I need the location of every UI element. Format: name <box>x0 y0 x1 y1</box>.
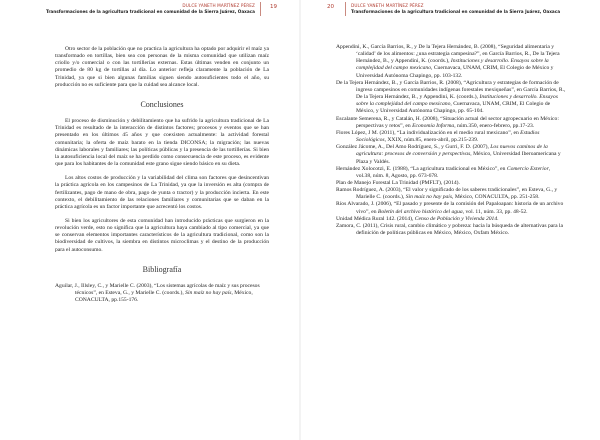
reference-title: Instituciones y desarrollo. Ensayos sobre la complejidad del campo mexicano <box>356 94 558 108</box>
reference-tail: , México, CONACULTA, pp.155-176. <box>75 290 253 304</box>
paragraph-4: Si bien los agricultores de esta comunidad han introducido prácticas que surgieron en la revolución verde, esto no significa que la agricultura haya cambiado al tipo comercial, ya que se conservan elementos importantes característicos de la agricultura tradicional, como son la biodiversidad de cultivos, la siembra en distintos microclimas y el destino de la producción para el autoconsumo. <box>55 217 269 253</box>
right-header-subtitle: Transformaciones de la agricultura tradicional en comunidad de la Sierra Juárez, Oaxaca <box>351 9 561 14</box>
reference-title: Los nuevos caminos de la agricultura: procesos de conversión y perspectivas <box>356 144 548 158</box>
reference-tail: , XXIX, núm.85, enero-abril, pp.215-239. <box>384 137 479 144</box>
reference-text: Hernández Xolocotzi, E. (1988), “La agricultura tradicional en México”, en <box>336 165 507 172</box>
reference-text: De la Tejera Hernández, B., y García Barrios, R. (2008), “Agricultura y estrategias de formación de ingreso campesinos en comunidades indígenas forestales mexiqueñas”, en García Barrios, R., De la Tejera Hernández, B., y Appendini, K. (coords.), <box>336 79 566 101</box>
reference-text: Aguilar, J., Illsley, C., y Marielle C. (2003), “Los sistemas agrícolas de maíz y sus procesos técnicos”, en Esteva, G., y Marielle C. (coords.), <box>55 282 260 297</box>
right-header-divider <box>345 2 346 16</box>
right-page <box>301 0 600 440</box>
right-page-number: 20 <box>327 4 334 10</box>
reference-text: Zamora, C. (2011), Crisis rural, cambio climático y pobreza: hacia la búsqueda de alternativas para la definición de políticas públicas en México, México, Oxfam México. <box>336 222 564 237</box>
right-header-author: DULCE YANETH MARTÍNEZ PÉREZ <box>351 3 424 8</box>
reference-tail: , vol.38, núm. 8, Agosto, pp. 673-678. <box>356 165 551 179</box>
reference-title: Instituciones y desarrollo. Ensayos sobre la complejidad del campo mexicano <box>356 58 549 72</box>
reference-entry <box>336 44 566 80</box>
reference-title: Comercio Exterior <box>506 165 549 172</box>
conclusions-heading: Conclusiones <box>140 99 184 109</box>
left-running-header <box>46 3 255 15</box>
reference-tail: , Cuernavaca, UNAM, CRIM, El Colegio de México y Universidad Autónoma Chapingo, pp. 103-132. <box>356 65 554 79</box>
right-running-header <box>351 3 560 15</box>
reference-entry <box>336 223 566 237</box>
reference-title: Boletín del archivo histórico del agua <box>377 208 463 215</box>
reference-entry <box>336 187 566 201</box>
reference-text: Plan de Manejo Forestal La Trinidad (PMFLT), (2014). <box>336 179 460 186</box>
reference-title: Censo de Población y Vivienda 2014 <box>414 215 498 222</box>
reference-entry <box>336 80 566 116</box>
reference-entry <box>336 166 566 180</box>
reference-entry <box>336 116 566 130</box>
reference-title: Sin maíz no hay país <box>185 290 232 297</box>
reference-text: Unidad Médica Rural 142. (2014), <box>336 215 415 222</box>
left-page-body <box>55 46 269 304</box>
reference-text: Flores López, J M. (2011), “La individualización en el medio rural mexicano”, en <box>336 129 521 136</box>
reference-tail: , México, Universidad Iberoamericana y Plaza y Valdés. <box>356 151 561 165</box>
reference-entry <box>336 201 566 215</box>
reference-text: Ríos Alvarado, J. (2006), “El pasado y presente de la comisión del Papaloapan: historia de un archivo vivo”, en <box>336 201 564 215</box>
reference-entry <box>336 216 566 223</box>
left-page <box>0 0 299 440</box>
reference-entry <box>336 130 566 144</box>
reference-entry <box>55 283 269 304</box>
bibliography-heading: Bibliografía <box>142 264 182 274</box>
reference-text: González Jácome, A., Del Amo Rodríguez, S., y Gurri, F. D. (2007), <box>336 144 491 151</box>
reference-tail: , núm.350, enero-febrero, pp.17-23. <box>454 122 535 129</box>
reference-text: Escalante Semerena, R., y Catalán, H. (2008), “Situación actual del sector agropecuario en México: perspectivas y retos”, en <box>336 115 559 129</box>
left-header-divider <box>260 2 261 16</box>
reference-title: Economía Informa <box>412 122 455 129</box>
reference-text: Ramos Rodríguez, A. (2003), “El valor y significado de los saberes tradicionales”, en Esteva, G., y Marielle C. (coords.), <box>336 187 558 201</box>
reference-title: Sin maíz no hay país <box>405 194 453 201</box>
reference-entry <box>336 144 566 165</box>
reference-title: Estudios Sociológicos <box>356 129 540 144</box>
reference-tail: , México, CONACULTA, pp. 251-258. <box>452 194 540 201</box>
left-header-subtitle: Transformaciones de la agricultura tradicional en comunidad de la Sierra Juárez, Oaxaca <box>45 9 255 14</box>
paragraph-3: Los altos costos de producción y la variabilidad del clima son factores que desincentivan la práctica agrícola en los campesinos de La Trinidad, ya que la inversión es alta (compra de fertilizantes, pago de mano de obra, pago de yunta o tractor) y la producción incierta. En este contexto, el debilitamiento de las relaciones familiares y comunitarias que se daban en la práctica agrícola es un factor importante que acrecentó los costos. <box>55 175 269 210</box>
reference-tail: . <box>497 215 499 222</box>
paragraph-1: Otro sector de la población que no practica la agricultura ha optado por adquirir el maíz ya transformado en tortillas, bien sea con personas de la misma comunidad que utilizan maíz criollo y/o comercial o con las tortillerías externas. Estas últimas venden en conjunto un promedio de 80 kg de tortillas al día. Lo anterior refleja claramente la población de La Trinidad, ya que si bien algunas familias siguen siendo autosuficientes todo el año, su producción no es suficiente para que la cuidad sea alcance local. <box>55 46 269 88</box>
right-page-body <box>336 44 566 237</box>
left-header-author: DULCE YANETH MARTÍNEZ PÉREZ <box>182 3 255 8</box>
paragraph-2: El proceso de disminución y debilitamiento que ha sufrido la agricultura tradicional de La Trinidad es resultado de la interacción de distintos factores; procesos y eventos que se han presentado en los últimos 45 años y que coexisten actualmente: la actividad forestal comunitaria; la oferta de maíz barato en la tienda DICONSA; la migración; las nuevas dinámicas laborales y familiares; las políticas públicas y la presencia de las tortillerías. Si bien la autosuficiencia local del maíz se ha perdido como consecuencia de este proceso, es evidente que para los habitantes de la comunidad este grano sigue siendo básico en su dieta. <box>55 118 269 168</box>
reference-tail: , Cuernavaca, UNAM, CRIM, El Colegio de México, y Universidad Autónoma Chapingo, pp. 65-104. <box>356 101 551 115</box>
left-page-number: 19 <box>270 4 277 10</box>
reference-text: Appendini, K., García Barrios, R., y De la Tejera Hernández, B. (2008), “Seguridad alimentaria y ‘calidad’ de los alimentos: ¿una estrategia campesina?”, en García Barrios, R., De la Tejera Hernández, B., y Appendini, K. (coords.), <box>336 44 560 65</box>
reference-tail: , vol. 11, núm. 33, pp. 48-52. <box>462 208 528 215</box>
